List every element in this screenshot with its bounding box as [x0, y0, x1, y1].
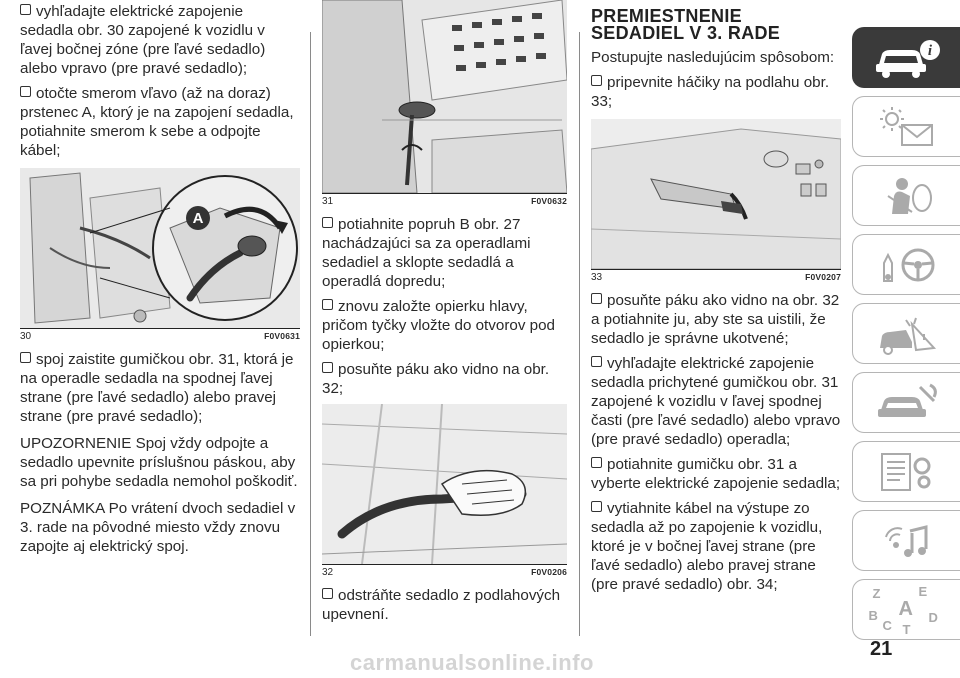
checkbox-bullet-icon	[591, 75, 602, 86]
car-wrench-icon	[872, 381, 942, 425]
checkbox-bullet-icon	[322, 217, 333, 228]
paragraph: znovu založte opierku hlavy, pričom tyčky vložte do otvorov pod opierkou;	[322, 298, 555, 353]
warning-paragraph: UPOZORNENIE Spoj vždy odpojte a sedadlo upevnite príslušnou páskou, aby sa pri pohybe sedadla nemohol poškodiť.	[20, 435, 298, 490]
figure-caption	[322, 567, 567, 578]
figure-number: 33	[591, 272, 603, 283]
airbag-icon	[872, 174, 942, 218]
paragraph: vytiahnite kábel na výstupe zo sedadla až po zapojenie k vozidlu, ktoré je v bočnej ľavej strane (pre ľavé sedadlo) alebo pravej strane (pre pravé sedadlo) obr. 34;	[591, 500, 823, 593]
figure-number: 30	[20, 331, 32, 342]
specs-gear-icon	[872, 450, 942, 494]
checkbox-bullet-icon	[20, 4, 31, 15]
checkbox-bullet-icon	[322, 299, 333, 310]
figure-33	[591, 119, 841, 270]
checkbox-bullet-icon	[20, 86, 31, 97]
steering-wheel-icon	[872, 243, 942, 287]
tab-maintenance[interactable]	[852, 372, 960, 433]
paragraph: potiahnite popruh B obr. 27 nachádzajúci sa za operadlami sedadiel a sklopte sedadlá a operadlá dopredu;	[322, 216, 531, 290]
figure-code: F0V0207	[805, 272, 841, 282]
figure-31	[322, 0, 567, 194]
paragraph: pripevnite háčiky na podlahu obr. 33;	[591, 74, 830, 110]
tab-starting-driving[interactable]	[852, 234, 960, 295]
tab-emergency[interactable]	[852, 303, 960, 364]
car-info-icon	[872, 36, 942, 80]
paragraph: vyhľadajte elektrické zapojenie sedadla prichytené gumičkou obr. 31 zapojené k vozidlu v ľavej spodnej časti (pre ľavé sedadlo) alebo vpravo (pre pravé sedadlo) operadla;	[591, 355, 841, 448]
checkbox-bullet-icon	[322, 588, 333, 599]
figure-code: F0V0206	[531, 567, 567, 577]
column-left	[20, 2, 300, 562]
page-number: 21	[870, 638, 893, 660]
figure-code: F0V0632	[531, 196, 567, 206]
figure-number: 31	[322, 196, 334, 207]
column-divider	[310, 32, 311, 636]
checkbox-bullet-icon	[20, 352, 31, 363]
checkbox-bullet-icon	[322, 362, 333, 373]
figure-caption	[322, 196, 567, 207]
column-middle	[322, 0, 567, 630]
floor-hooks-illustration	[591, 119, 841, 269]
tab-technical-data[interactable]	[852, 441, 960, 502]
tab-safety[interactable]	[852, 165, 960, 226]
chapter-sidebar	[852, 27, 960, 648]
multimedia-icon	[872, 519, 942, 563]
checkbox-bullet-icon	[591, 293, 602, 304]
seat-back-strap-illustration	[322, 0, 567, 193]
figure-caption	[591, 272, 841, 283]
warning-lights-icon	[872, 105, 942, 149]
seat-lever-illustration	[322, 404, 567, 564]
paragraph: otočte smerom vľavo (až na doraz) prstenec A, ktorý je na zapojení sedadla, potiahnite smerom k sebe a odpojte kábel;	[20, 85, 294, 159]
paragraph: potiahnite gumičku obr. 31 a vyberte elektrické zapojenie sedadla;	[591, 456, 841, 492]
intro-text: Postupujte nasledujúcim spôsobom:	[591, 49, 835, 66]
column-divider	[579, 32, 580, 636]
paragraph: posuňte páku ako vidno na obr. 32 a potiahnite ju, aby ste sa uistili, že sedadlo je správne ukotvené;	[591, 292, 840, 347]
paragraph: posuňte páku ako vidno na obr. 32;	[322, 361, 550, 397]
callout-a-marker: A	[186, 206, 210, 230]
car-crash-icon	[872, 312, 942, 356]
figure-caption	[20, 331, 300, 342]
note-paragraph: POZNÁMKA Po vrátení dvoch sedadiel v 3. rade na pôvodné miesto vždy znovu zapojte aj elektrický spoj.	[20, 500, 296, 555]
tab-warning-lights[interactable]	[852, 96, 960, 157]
tab-index[interactable]	[852, 579, 960, 640]
section-heading: PREMIESTNENIE SEDADIEL V 3. RADE	[591, 6, 781, 43]
figure-32	[322, 404, 567, 565]
checkbox-bullet-icon	[591, 457, 602, 468]
tab-multimedia[interactable]	[852, 510, 960, 571]
checkbox-bullet-icon	[591, 501, 602, 512]
column-right	[591, 8, 841, 600]
paragraph: spoj zaistite gumičkou obr. 31, ktorá je na operadle sedadla na spodnej ľavej strane (pre ľavé sedadlo) alebo pravej strane (pre pravé sedadlo);	[20, 351, 294, 425]
checkbox-bullet-icon	[591, 356, 602, 367]
paragraph: odstráňte sedadlo z podlahových upevnení.	[322, 587, 561, 623]
seat-connector-illustration	[20, 168, 300, 328]
tab-car-info[interactable]	[852, 27, 960, 88]
watermark-text: carmanualsonline.info	[350, 650, 594, 675]
svg-text:i: i	[927, 42, 932, 59]
figure-code: F0V0631	[264, 331, 300, 341]
index-letters-icon: Z E B C T A D	[868, 583, 938, 637]
paragraph: vyhľadajte elektrické zapojenie sedadla obr. 30 zapojené k vozidlu v ľavej bočnej zóne (pre ľavé sedadlo) alebo vpravo (pre pravé sedadlo);	[20, 3, 266, 77]
figure-number: 32	[322, 567, 334, 578]
figure-30	[20, 168, 300, 329]
